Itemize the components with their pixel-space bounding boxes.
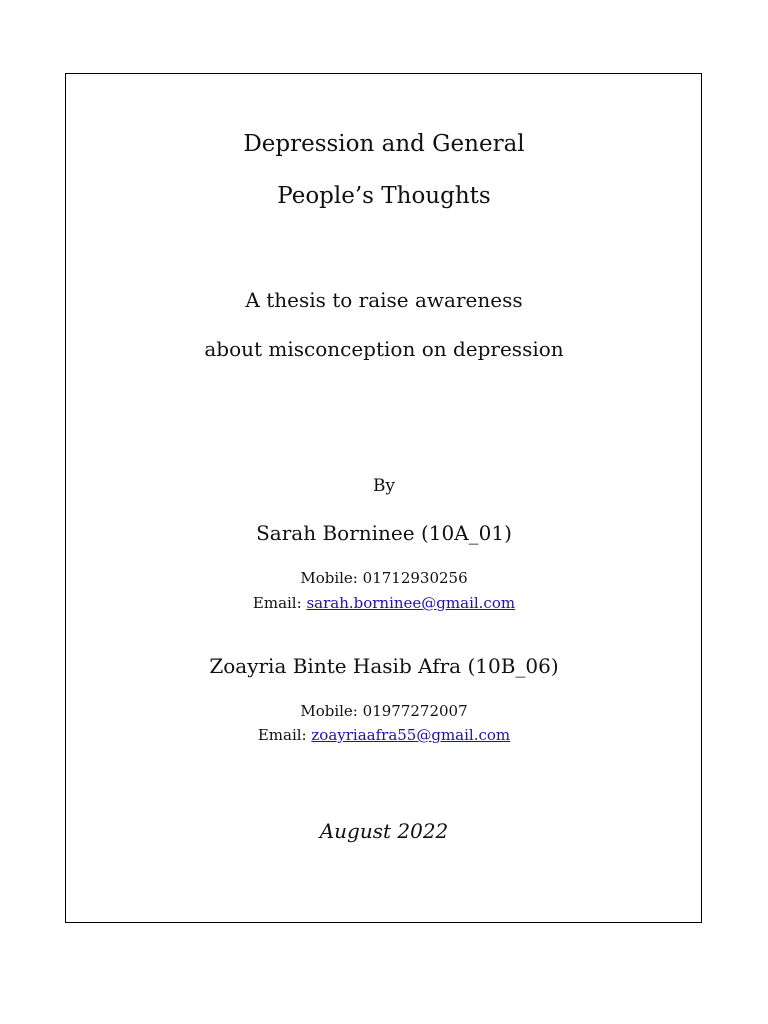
author-1-mobile (0, 569, 768, 587)
author-1-mobile-value: 01712930256 (362, 569, 468, 587)
subtitle-line-2: about misconception on depression (204, 337, 564, 361)
author-1-email-label: Email: (252, 594, 302, 612)
author-2-mobile-value: 01977272007 (362, 702, 468, 720)
author-1-email (0, 594, 768, 612)
author-1-mobile-label: Mobile: (300, 569, 358, 587)
author-1-name: Sarah Borninee (10A_01) (256, 521, 512, 545)
author-2-name: Zoayria Binte Hasib Afra (10B_06) (209, 654, 559, 678)
title-line-1: Depression and General (243, 131, 525, 157)
by-label: By (372, 476, 396, 496)
author-2-email-link[interactable]: zoayriaafra55@gmail.com (311, 726, 511, 744)
author-2-email-label: Email: (257, 726, 307, 744)
author-2-email (0, 726, 768, 744)
author-2-mobile (0, 702, 768, 720)
author-2-mobile-label: Mobile: (300, 702, 358, 720)
title-line-2: People’s Thoughts (277, 183, 491, 209)
publication-date: August 2022 (319, 819, 449, 843)
author-1-email-link[interactable]: sarah.borninee@gmail.com (306, 594, 516, 612)
subtitle-line-1: A thesis to raise awareness (245, 288, 523, 312)
